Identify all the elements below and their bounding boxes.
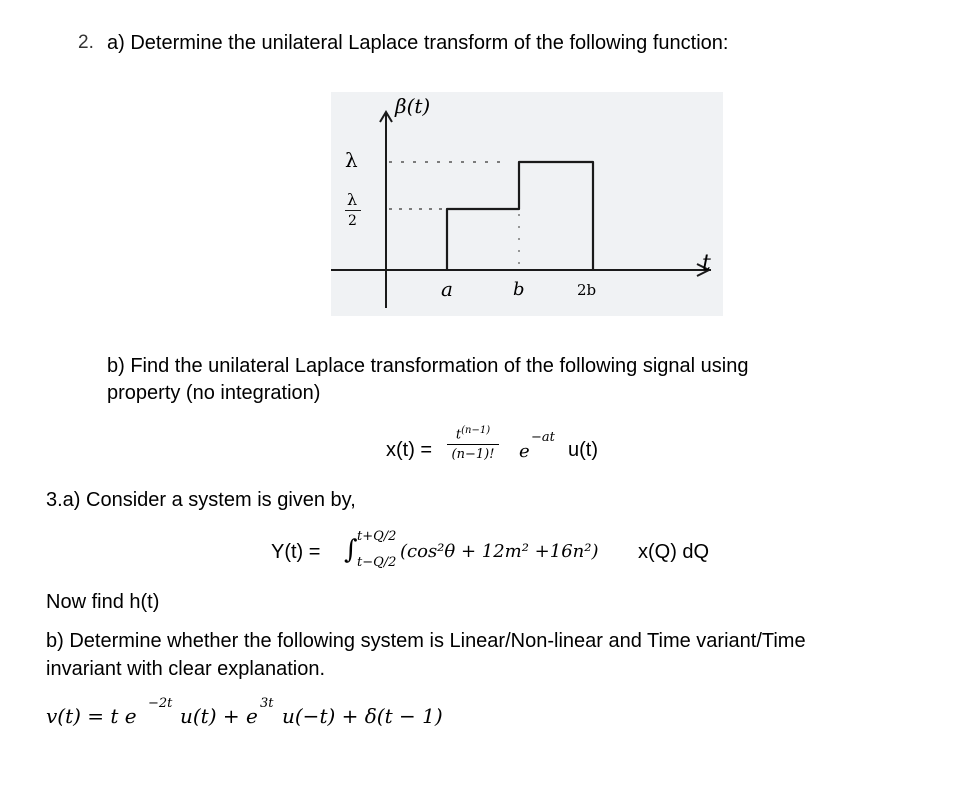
y-tick-fraction-bar	[345, 210, 361, 211]
q2-part-a-text: a) Determine the unilateral Laplace transform of the following function:	[107, 32, 729, 54]
x-equation-lhs: x(t) =	[386, 439, 433, 461]
step-function-graph	[331, 92, 723, 316]
x-tick-a: a	[441, 277, 453, 301]
y-equation-lhs: Y(t) =	[271, 541, 321, 563]
fraction-numerator	[447, 425, 499, 442]
graph-x-label: t	[702, 251, 711, 276]
q3-part-b-line1: b) Determine whether the following system is Linear/Non-linear and Time variant/Time	[46, 630, 806, 652]
v-equation-middle: u(t) + e	[180, 704, 258, 728]
integrand-expression: (cos²θ + 12m² +16n²)	[400, 541, 599, 562]
x-tick-2b: 2b	[577, 281, 597, 299]
graph-background	[331, 92, 723, 316]
x-equation-tail: u(t)	[568, 439, 598, 461]
x-equation-e-exponent: −at	[531, 430, 555, 445]
v-equation-end: u(−t) + δ(t − 1)	[282, 704, 443, 728]
integral-sign: ∫	[344, 535, 358, 565]
now-find-text: Now find h(t)	[46, 591, 160, 613]
integrand-x-dq: x(Q) dQ	[638, 541, 710, 563]
y-tick-lambda: λ	[345, 148, 358, 172]
graph-svg	[331, 92, 723, 316]
x-equation-fraction	[447, 425, 499, 462]
numerator-exponent: (n−1)	[461, 425, 491, 436]
y-tick-half-lambda-den: 2	[348, 213, 357, 229]
q3-part-b-line2: invariant with clear explanation.	[46, 658, 326, 680]
integral-lower-limit: t−Q/2	[357, 555, 397, 570]
x-equation-e: e	[519, 441, 530, 462]
v-equation-exponent-2: 3t	[260, 696, 274, 711]
q3-part-a-text: 3.a) Consider a system is given by,	[46, 489, 356, 511]
question-number: 2.	[78, 32, 94, 53]
x-tick-b: b	[513, 279, 525, 300]
fraction-bar	[447, 444, 499, 445]
q2-part-b-line2: property (no integration)	[107, 382, 321, 404]
graph-y-label: β(t)	[395, 94, 431, 118]
v-equation-exponent-1: −2t	[148, 696, 173, 711]
v-equation-start: v(t) = t e	[46, 704, 137, 728]
fraction-denominator: (n−1)!	[451, 447, 495, 463]
numerator-t: t	[455, 427, 462, 443]
y-tick-half-lambda-num: λ	[347, 190, 358, 209]
q2-part-b-line1: b) Find the unilateral Laplace transformation of the following signal using	[107, 355, 749, 377]
integral-upper-limit: t+Q/2	[357, 529, 397, 544]
